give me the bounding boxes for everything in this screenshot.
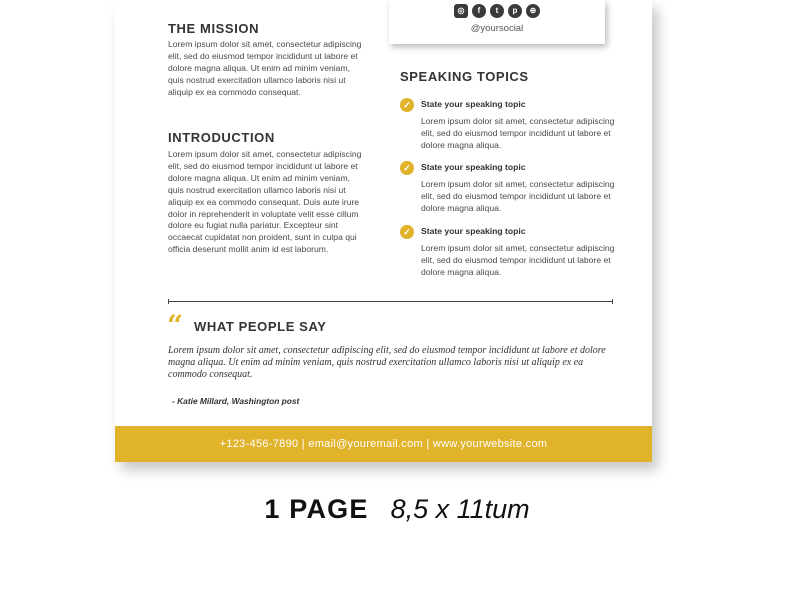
topic-title: State your speaking topic <box>421 99 526 109</box>
facebook-icon[interactable]: f <box>472 4 486 18</box>
quote-icon: “ <box>167 309 184 342</box>
pinterest-icon[interactable]: p <box>508 4 522 18</box>
topic-text: Lorem ipsum dolor sit amet, consectetur adipiscing elit, sed do eiusmod tempor incididunt ut labore et dolore magna aliqua. <box>421 116 615 150</box>
testimonial-quote: Lorem ipsum dolor sit amet, consectetur adipiscing elit, sed do eiusmod tempor incididunt ut labore et dolore magna aliqua. Ut enim ad minim veniam, quis nostrud exercitation ullamco laboris nisi ut aliquip ex ea commodo consequat. <box>168 345 606 380</box>
document-page <box>115 0 652 462</box>
check-icon: ✓ <box>400 98 414 112</box>
mission-heading: THE MISSION <box>168 21 260 36</box>
topic-text: Lorem ipsum dolor sit amet, consectetur adipiscing elit, sed do eiusmod tempor incididunt ut labore et dolore magna aliqua. <box>421 243 615 277</box>
social-handle: @yoursocial <box>470 23 524 34</box>
topic-title: State your speaking topic <box>421 226 526 236</box>
page-count-label: 1 PAGE <box>264 494 369 524</box>
section-divider <box>168 301 613 302</box>
social-card <box>389 0 605 44</box>
contact-footer: +123-456-7890 | email@youremail.com | www.yourwebsite.com <box>115 426 652 462</box>
introduction-text: Lorem ipsum dolor sit amet, consectetur adipiscing elit, sed do eiusmod tempor incididunt ut labore et dolore magna aliqua. Ut enim ad minim veniam, quis nostrud exercitation ullamco laboris nisi ut aliquip ex ea commodo consequat. Duis aute irure dolor in reprehenderit in voluptate velit esse cillum dolore eu fugiat nulla pariatur. Excepteur sint occaecat cupidatat non proident, sunt in culpa qui officia deserunt mollit anim id est laborum. <box>168 149 362 255</box>
page-size-label: 8,5 x 11tum <box>390 494 530 524</box>
product-caption <box>0 492 794 526</box>
check-icon: ✓ <box>400 161 414 175</box>
twitter-icon[interactable]: t <box>490 4 504 18</box>
topic-text: Lorem ipsum dolor sit amet, consectetur adipiscing elit, sed do eiusmod tempor incididunt ut labore et dolore magna aliqua. <box>421 179 615 213</box>
testimonial-heading: WHAT PEOPLE SAY <box>194 319 327 334</box>
instagram-icon[interactable]: ◎ <box>454 4 468 18</box>
social-icons-row <box>389 4 605 18</box>
mission-text: Lorem ipsum dolor sit amet, consectetur adipiscing elit, sed do eiusmod tempor incididunt ut labore et dolore magna aliqua. Ut enim ad minim veniam, quis nostrud exercitation ullamco laboris nisi ut aliquip ex ea commodo consequat. <box>168 39 362 97</box>
topic-title: State your speaking topic <box>421 162 526 172</box>
globe-icon[interactable]: ⊕ <box>526 4 540 18</box>
speaking-topics-heading: SPEAKING TOPICS <box>400 69 529 84</box>
check-icon: ✓ <box>400 225 414 239</box>
testimonial-author: - Katie Millard, Washington post <box>172 396 300 406</box>
introduction-heading: INTRODUCTION <box>168 130 275 145</box>
